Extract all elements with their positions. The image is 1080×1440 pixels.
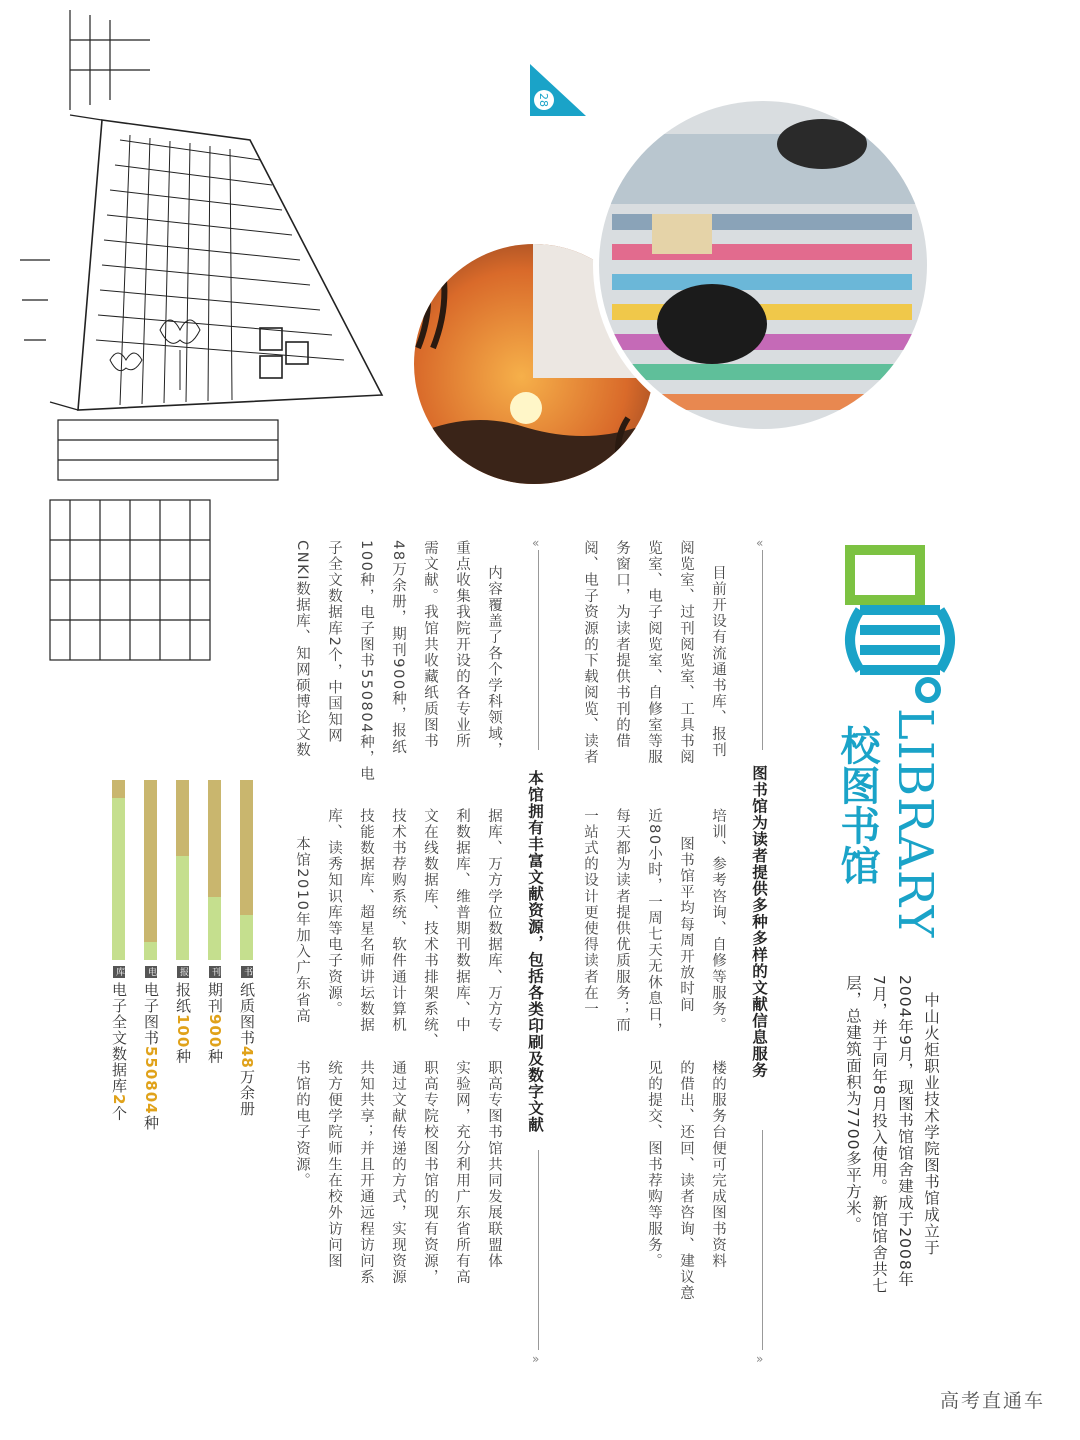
stat-value: 48 xyxy=(238,1046,256,1069)
section2-divider-bottom xyxy=(538,1150,539,1350)
stat-name: 期刊 xyxy=(206,982,224,1014)
section2-heading: 本馆拥有丰富文献资源，包括各类印刷及数字文献 xyxy=(526,770,544,1133)
section1-chevron-top: « xyxy=(756,536,764,550)
watermark: 高考直通车 xyxy=(940,1390,1046,1412)
s2-mid-col-4: 技术书荐购系统、软件通计算机 xyxy=(390,808,406,1034)
s2-bottom-col-2: 重点收集我院开设的各专业所 xyxy=(454,540,470,750)
s2-mid-col-6: 库、读秀知识库等电子资源。 xyxy=(326,808,342,1018)
open-book-icon xyxy=(850,550,950,700)
s2-bottom-col-3: 需文献。我馆共收藏纸质图书 xyxy=(422,540,438,750)
s1-top-col-1: 楼的服务台便可完成图书资料 xyxy=(710,1060,726,1270)
page-number: 28 xyxy=(537,93,550,107)
s2-top-col-7: 书馆的电子资源。 xyxy=(294,1060,310,1189)
s2-mid-col-3: 文在线数据库、技术书排架系统、 xyxy=(422,808,438,1050)
s1-bottom-col-4: 务窗口，为读者提供书刊的借 xyxy=(614,540,630,750)
ebook-icon: 电 xyxy=(146,967,156,977)
stat-value: 900 xyxy=(206,1014,224,1049)
s2-bottom-col-6: 子全文数据库2个，中国知网 xyxy=(326,540,342,745)
stat-label xyxy=(205,966,226,1064)
stat-label xyxy=(173,966,194,1064)
page-number-badge xyxy=(528,62,588,118)
s1-bottom-col-5: 阅、电子资源的下载阅览、读者 xyxy=(582,540,598,766)
section1-divider-bottom xyxy=(762,1130,763,1350)
s2-top-col-4: 通过文献传递的方式，实现资源 xyxy=(390,1060,406,1286)
s2-bottom-col-7: CNKI数据库、知网硕博论文数 xyxy=(294,540,310,759)
s2-top-col-3: 职高专院校图书馆的现有资源， xyxy=(422,1060,438,1286)
database-icon: 库 xyxy=(114,967,124,977)
s1-top-col-2: 的借出、还回、读者咨询、建议意 xyxy=(678,1060,694,1302)
stat-unit: 种 xyxy=(174,1048,192,1065)
section1-chevron-bottom: » xyxy=(756,1352,764,1366)
s2-top-col-2: 实验网，充分利用广东省所有高 xyxy=(454,1060,470,1286)
s2-top-col-1: 职高专图书馆共同发展联盟体 xyxy=(486,1060,502,1270)
section2-divider-top xyxy=(538,550,539,750)
intro-line-3: 7月，并于同年8月投入使用。新馆馆舍共七 xyxy=(870,975,888,1294)
s2-bottom-col-5: 100种，电子图书550804种，电 xyxy=(358,540,374,783)
s1-top-col-3: 见的提交、图书荐购等服务。 xyxy=(646,1060,662,1270)
intro-line-1: 中山火炬职业技术学院图书馆成立于 xyxy=(922,992,940,1256)
stat-name: 电子全文数据库 xyxy=(110,982,128,1094)
section2-chevron-bottom: » xyxy=(532,1352,540,1366)
stat-label xyxy=(141,966,162,1131)
stat-unit: 种 xyxy=(206,1048,224,1065)
s1-bottom-col-1: 目前开设有流通书库、报刊 xyxy=(710,565,726,759)
s1-mid-col-2: 图书馆平均每周开放时间 xyxy=(678,836,694,1014)
s2-mid-col-1: 据库、万方学位数据库、万方专 xyxy=(486,808,502,1034)
stat-value: 2 xyxy=(110,1094,128,1106)
stat-bar-fill xyxy=(240,780,253,915)
s1-mid-col-5: 一站式的设计更使得读者在一 xyxy=(582,808,598,1018)
s2-bottom-col-4: 48万余册，期刊900种，报纸 xyxy=(390,540,406,756)
stat-bar-fill xyxy=(144,780,157,942)
section1-heading: 图书馆为读者提供多种多样的文献信息服务 xyxy=(750,765,768,1079)
intro-line-4: 层，总建筑面积为7700多平方米。 xyxy=(844,975,862,1233)
s1-mid-col-1: 培训、参考咨询、自修等服务。 xyxy=(710,808,726,1034)
stat-bar-fill xyxy=(112,780,125,798)
logo-title-en: LIBRARY xyxy=(887,708,943,939)
stat-bar-track xyxy=(112,780,125,960)
logo-title-cn: 校图书馆 xyxy=(834,725,880,885)
s2-bottom-col-1: 内容覆盖了各个学科领域， xyxy=(486,565,502,759)
bookshelf-reader-photo xyxy=(592,94,934,436)
stat-label xyxy=(109,966,130,1121)
s1-bottom-col-2: 阅览室、过刊阅览室、工具书阅 xyxy=(678,540,694,766)
stat-bar-fill xyxy=(176,780,189,856)
stat-value: 100 xyxy=(174,1014,192,1049)
section2-chevron-top: « xyxy=(532,536,540,550)
stat-bar-fill xyxy=(208,780,221,897)
stat-unit: 万余册 xyxy=(238,1068,256,1117)
s2-top-col-6: 统方便学院师生在校外访问图 xyxy=(326,1060,342,1270)
s2-mid-col-5: 技能数据库、超星名师讲坛数据 xyxy=(358,808,374,1034)
stat-label xyxy=(237,966,258,1117)
newspaper-icon: 报 xyxy=(178,967,188,977)
stat-value: 550804 xyxy=(142,1046,160,1115)
stat-unit: 个 xyxy=(110,1105,128,1122)
s1-bottom-col-3: 览室、电子阅览室、自修室等服 xyxy=(646,540,662,766)
stat-name: 报纸 xyxy=(174,982,192,1014)
s1-mid-col-4: 每天都为读者提供优质服务；而 xyxy=(614,808,630,1034)
stat-name: 纸质图书 xyxy=(238,982,256,1046)
paper-book-icon: 书 xyxy=(242,967,252,977)
intro-line-2: 2004年9月，现图书馆馆舍建成于2008年 xyxy=(896,975,914,1288)
s1-mid-col-3: 近80小时，一周七天无休息日， xyxy=(646,808,662,1039)
journal-icon: 刊 xyxy=(210,967,220,977)
stat-unit: 种 xyxy=(142,1114,160,1131)
s2-top-col-5: 共知共享；并且开通远程访问系 xyxy=(358,1060,374,1286)
s2-mid-col-2: 利数据库、维普期刊数据库、中 xyxy=(454,808,470,1034)
section1-divider-top xyxy=(762,550,763,750)
stat-name: 电子图书 xyxy=(142,982,160,1046)
s2-mid-col-7: 本馆2010年加入广东省高 xyxy=(294,836,310,1025)
